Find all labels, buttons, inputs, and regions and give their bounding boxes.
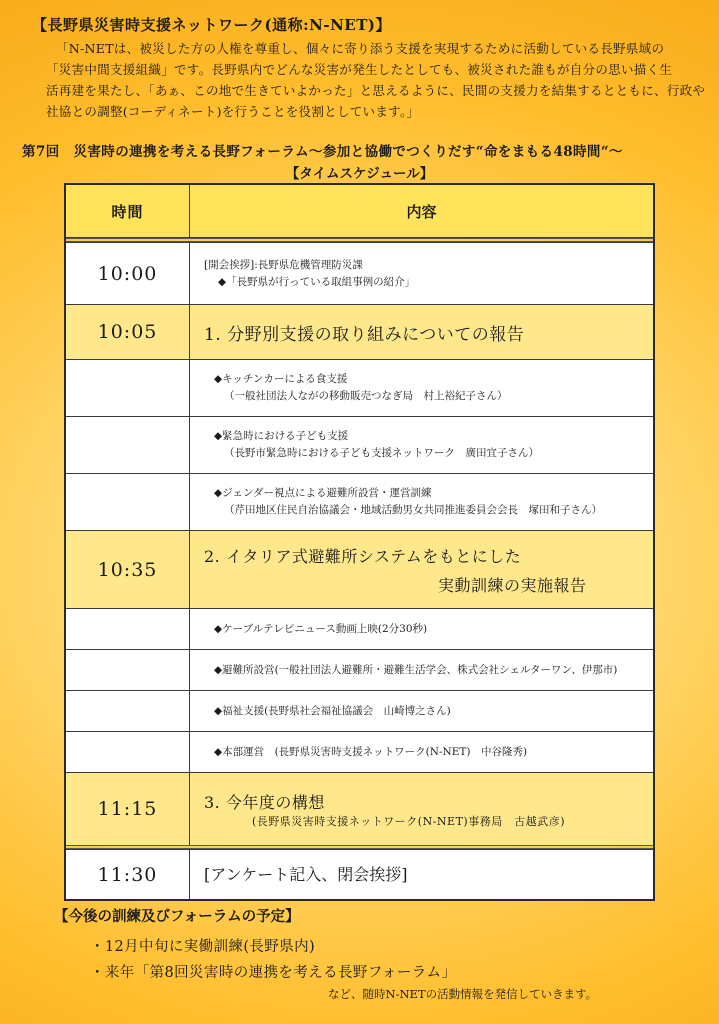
- row-time-empty: [66, 691, 190, 731]
- row-time: 10:00: [66, 243, 190, 304]
- schedule-table: [64, 183, 655, 901]
- row-title: 3. 今年度の構想: [204, 792, 325, 812]
- row-title: [アンケート記入、閉会挨拶]: [204, 865, 408, 884]
- row-line: ◆ジェンダー視点による避難所設営・運営訓練: [214, 487, 432, 499]
- row-line: （一般社団法人ながの移動販売つなぎ局 村上裕紀子さん）: [224, 390, 508, 402]
- table-row: [66, 690, 653, 731]
- table-row: [66, 242, 653, 304]
- footer-note: など、随時N-NETの活動情報を発信していきます。: [328, 987, 598, 1001]
- row-line: （芹田地区住民自治協議会・地域活動男女共同推進委員会会長 塚田和子さん）: [224, 504, 602, 516]
- table-row: [66, 359, 653, 416]
- row-title: 1. 分野別支援の取り組みについての報告: [204, 324, 525, 345]
- intro-line: 「災害中間支援組織」です。長野県内でどんな災害が発生したとしても、被災された誰もが自分の思い描く生: [46, 62, 673, 77]
- header-content: 内容: [406, 202, 437, 221]
- row-line: ◆福祉支援(長野県社会福祉協議会 山崎博之さん): [214, 704, 451, 717]
- row-line: [開会挨拶]:長野県危機管理防災課: [204, 258, 363, 271]
- table-row: [66, 731, 653, 772]
- organization-title: 【長野県災害時支援ネットワーク(通称:N-NET)】: [32, 16, 391, 34]
- table-header-row: [66, 185, 653, 238]
- row-line: ◆「長野県が行っている取組事例の紹介」: [218, 275, 416, 288]
- row-time: 10:05: [66, 305, 190, 359]
- table-row: [66, 849, 653, 899]
- table-row: [66, 772, 653, 845]
- row-time: 11:30: [66, 850, 190, 899]
- row-line: ◆ケーブルテレビニュース動画上映(2分30秒): [214, 622, 428, 635]
- table-row: [66, 608, 653, 649]
- table-row: [66, 473, 653, 530]
- schedule-title: 【タイムスケジュール】: [285, 166, 434, 182]
- row-content: [190, 773, 653, 845]
- intro-line: 社協との調整(コーディネート)を行うことを役割としています。」: [46, 104, 420, 119]
- forum-title: 第7回 災害時の連携を考える長野フォーラム〜参加と協働でつくりだす“命をまもる48時間“〜: [22, 144, 623, 160]
- footer-item: ・12月中旬に実働訓練(長野県内): [90, 939, 316, 955]
- row-time-empty: [66, 732, 190, 772]
- intro-text: [46, 38, 706, 122]
- row-time: 10:35: [66, 531, 190, 608]
- row-time-empty: [66, 360, 190, 416]
- intro-line: 活再建を果たし、「あぁ、この地で生きていよかった」と思えるように、民間の支援力を結集するとともに、行政や: [46, 83, 706, 98]
- row-content: [190, 243, 653, 304]
- row-content: [190, 360, 653, 416]
- table-row: [66, 304, 653, 359]
- row-title: 2. イタリア式避難所システムをもとにした: [204, 546, 522, 566]
- row-line: ◆避難所設営(一般社団法人避難所・避難生活学会、株式会社シェルターワン、伊那市): [214, 663, 618, 676]
- row-line: ◆キッチンカーによる食支援: [214, 373, 348, 385]
- table-row: [66, 649, 653, 690]
- row-content: [190, 531, 653, 608]
- table-row: [66, 416, 653, 473]
- intro-line: 「N-NETは、被災した方の人権を尊重し、個々に寄り添う支援を実現するために活動している長野県域の: [56, 41, 665, 56]
- row-line: ◆本部運営 (長野県災害時支援ネットワーク(N-NET) 中谷隆秀): [214, 745, 528, 758]
- row-time: 11:15: [66, 773, 190, 845]
- row-content: [190, 474, 653, 530]
- row-time-empty: [66, 417, 190, 473]
- header-time: 時間: [66, 185, 190, 237]
- row-time-empty: [66, 650, 190, 690]
- row-title-2: 実動訓練の実施報告: [438, 575, 587, 595]
- row-line: ◆緊急時における子ども支援: [214, 430, 349, 442]
- footer-item: ・来年「第8回災害時の連携を考える長野フォーラム」: [90, 965, 457, 981]
- footer-heading: 【今後の訓練及びフォーラムの予定】: [54, 908, 300, 925]
- row-time-empty: [66, 474, 190, 530]
- row-title-2: (長野県災害時支援ネットワーク(N-NET)事務局 古越武彦): [252, 814, 565, 828]
- row-content: [190, 417, 653, 473]
- row-line: （長野市緊急時における子ども支援ネットワーク 廣田宜子さん）: [224, 447, 539, 459]
- table-row: [66, 530, 653, 608]
- row-time-empty: [66, 609, 190, 649]
